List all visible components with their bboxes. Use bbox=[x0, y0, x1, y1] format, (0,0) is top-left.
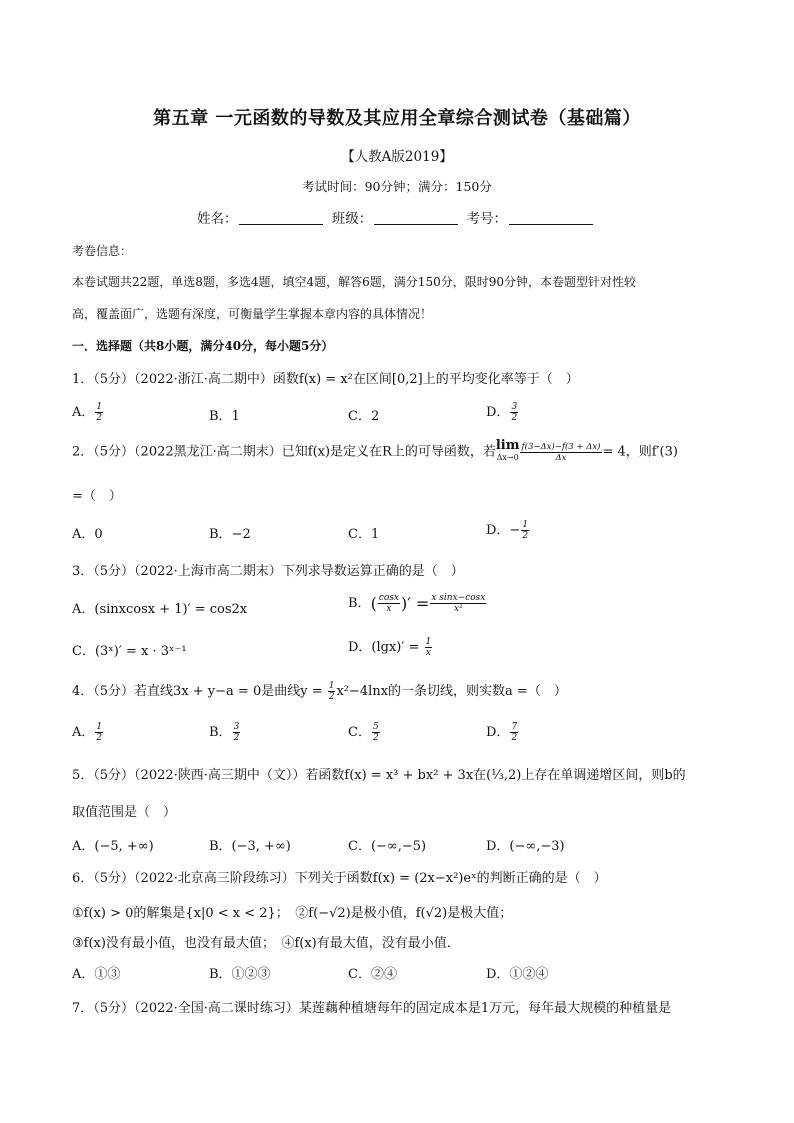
denominator: 2 bbox=[522, 531, 529, 541]
student-fields bbox=[0, 207, 794, 227]
numerator: 1 bbox=[425, 637, 432, 647]
edition-label: 【人教A版2019】 bbox=[341, 149, 453, 165]
numerator: 1 bbox=[96, 402, 103, 412]
denominator: x bbox=[425, 648, 431, 658]
id-label: 考号： bbox=[466, 211, 508, 227]
q6-option-a[interactable]: A．①③ bbox=[72, 967, 121, 982]
class-blank[interactable] bbox=[374, 210, 458, 225]
section-heading: 一．选择题（共8小题，满分40分，每小题5分） bbox=[72, 339, 334, 353]
q4-option-a[interactable] bbox=[72, 721, 104, 743]
fraction bbox=[372, 722, 380, 743]
option-letter: C． bbox=[348, 725, 371, 740]
q1-option-c[interactable]: C．2 bbox=[348, 409, 380, 424]
paren-close: )′ = bbox=[400, 594, 430, 613]
q3-option-c[interactable]: C．(3ˣ)′ = x · 3ˣ⁻¹ bbox=[72, 644, 187, 659]
result-fraction bbox=[430, 593, 486, 614]
denominator: 2 bbox=[511, 413, 518, 423]
fraction bbox=[328, 681, 336, 702]
q5-stem-pre: 5．（5分）（2022·陕西·高三期中（文））若函数f(x) = x³ + bx² + 3x在 bbox=[72, 768, 487, 783]
option-letter: A． bbox=[72, 405, 95, 420]
fraction bbox=[521, 520, 529, 541]
q2-option-d[interactable] bbox=[486, 519, 530, 541]
q5-option-c[interactable]: C．(−∞,−5) bbox=[348, 839, 427, 854]
numerator: f(3−Δx)−f(3 + Δx) bbox=[521, 441, 601, 452]
q6-option-c[interactable]: C．②④ bbox=[348, 967, 397, 982]
q5-stem-line2: 取值范围是（ ） bbox=[72, 805, 177, 820]
denominator: x² bbox=[454, 604, 463, 614]
q2-option-a[interactable]: A．0 bbox=[72, 527, 103, 542]
q7-stem: 7．（5分）（2022·全国·高二课时练习）某莲藕种植塘每年的固定成本是1万元，每年最大规模的种植量是 bbox=[72, 1001, 672, 1016]
inner-fraction bbox=[378, 593, 400, 614]
option-letter: D．− bbox=[486, 523, 521, 538]
denominator: 2 bbox=[233, 733, 240, 743]
fraction bbox=[510, 402, 518, 423]
q1-option-b[interactable]: B．1 bbox=[209, 409, 240, 424]
page-title: 第五章 一元函数的导数及其应用全章综合测试卷（基础篇） bbox=[153, 108, 641, 129]
q6-stem: 6．（5分）（2022·北京高三阶段练习）下列关于函数f(x) = (2x−x²)eˣ的判断正确的是（ ） bbox=[72, 871, 607, 886]
q6-option-b[interactable]: B．①②③ bbox=[209, 967, 271, 982]
numerator: 7 bbox=[511, 722, 518, 732]
q2-stem-post: = 4，则f′(3) bbox=[602, 444, 678, 460]
exam-info: 考试时间：90分钟；满分：150分 bbox=[302, 179, 492, 194]
fraction bbox=[95, 402, 103, 423]
q3-option-b[interactable] bbox=[348, 592, 487, 614]
name-label: 姓名： bbox=[196, 211, 238, 227]
option-letter: B． bbox=[209, 725, 232, 740]
option-letter: A． bbox=[72, 725, 95, 740]
class-label: 班级： bbox=[331, 211, 373, 227]
denominator: 2 bbox=[328, 692, 335, 702]
denominator: 2 bbox=[96, 733, 103, 743]
q1-stem: 1．（5分）（2022·浙江·高二期中）函数f(x) = x²在区间[0,2]上的平均变化率等于（ ） bbox=[72, 372, 579, 387]
q4-option-d[interactable] bbox=[486, 721, 519, 743]
q2-stem-line2: =（ ） bbox=[72, 489, 122, 504]
denominator: 2 bbox=[96, 413, 103, 423]
info-heading: 考卷信息： bbox=[72, 244, 133, 258]
q3-stem: 3．（5分）（2022·上海市高二期末）下列求导数运算正确的是（ ） bbox=[72, 564, 464, 579]
q5-option-d[interactable]: D．(−∞,−3) bbox=[486, 839, 565, 854]
denominator: x bbox=[386, 604, 392, 614]
info-line-2: 高，覆盖面广，选题有深度，可衡量学生掌握本章内容的具体情况！ bbox=[72, 307, 433, 321]
numerator: 1 bbox=[522, 520, 529, 530]
option-letter: D． bbox=[486, 725, 510, 740]
limit-notation bbox=[496, 440, 520, 464]
q2-stem bbox=[72, 440, 732, 474]
q5-stem bbox=[72, 764, 732, 783]
q1-option-d[interactable] bbox=[486, 401, 519, 423]
q5-option-b[interactable]: B．(−3, +∞) bbox=[209, 839, 291, 854]
q6-statement-2: ③f(x)没有最小值，也没有最大值； ④f(x)有最大值，没有最小值. bbox=[72, 936, 451, 951]
numerator: 1 bbox=[328, 681, 335, 691]
fraction bbox=[510, 722, 518, 743]
q1-option-a[interactable] bbox=[72, 401, 104, 423]
name-blank[interactable] bbox=[239, 210, 323, 225]
q4-stem-post: x²−4lnx的一条切线，则实数a =（ ） bbox=[336, 684, 567, 699]
lim-subscript: Δx→0 bbox=[496, 453, 519, 462]
q5-stem-post: 上存在单调递增区间，则b的 bbox=[521, 768, 686, 783]
info-line-1: 本卷试题共22题，单选8题，多选4题，填空4题，解答6题，满分150分，限时90分钟，本卷题型针对性较 bbox=[72, 275, 636, 289]
q4-stem-pre: 4．（5分）若直线3x + y−a = 0是曲线y = bbox=[72, 684, 327, 699]
q2-option-b[interactable]: B．−2 bbox=[209, 527, 251, 542]
denominator: 2 bbox=[372, 733, 379, 743]
q4-option-c[interactable] bbox=[348, 721, 381, 743]
q5-option-a[interactable]: A．(−5, +∞) bbox=[72, 839, 154, 854]
numerator: 1 bbox=[96, 722, 103, 732]
id-blank[interactable] bbox=[509, 210, 593, 225]
numerator: 5 bbox=[372, 722, 379, 732]
numerator: 3 bbox=[233, 722, 240, 732]
q6-statement-1: ①f(x) > 0的解集是{x|0 < x < 2}； ②f(−√2)是极小值，f(√2)是极大值； bbox=[72, 906, 513, 921]
q4-option-b[interactable] bbox=[209, 721, 241, 743]
paren-open: ( bbox=[370, 594, 377, 613]
numerator: cosx bbox=[378, 593, 399, 603]
numerator: x sinx−cosx bbox=[431, 593, 486, 603]
q3-option-a[interactable]: A．(sinxcosx + 1)′ = cos2x bbox=[72, 602, 248, 617]
q2-option-c[interactable]: C．1 bbox=[348, 527, 380, 542]
denominator: Δx bbox=[555, 452, 567, 463]
option-text: D．(lgx)′ = bbox=[348, 640, 424, 655]
option-letter: B． bbox=[348, 596, 371, 611]
fraction bbox=[233, 722, 241, 743]
q5-interval: (⅓,2) bbox=[486, 768, 522, 783]
q4-stem bbox=[72, 680, 732, 702]
q2-stem-pre: 2．（5分）（2022黑龙江·高二期末）已知f(x)是定义在R上的可导函数，若 bbox=[72, 444, 496, 460]
fraction bbox=[95, 722, 103, 743]
denominator: 2 bbox=[511, 733, 518, 743]
q6-option-d[interactable]: D．①②④ bbox=[486, 967, 549, 982]
fraction bbox=[425, 637, 433, 658]
limit-fraction bbox=[520, 442, 601, 463]
numerator: 3 bbox=[511, 402, 518, 412]
q3-option-d[interactable] bbox=[348, 636, 433, 658]
lim-symbol: lim bbox=[495, 438, 520, 453]
option-letter: D． bbox=[486, 405, 510, 420]
